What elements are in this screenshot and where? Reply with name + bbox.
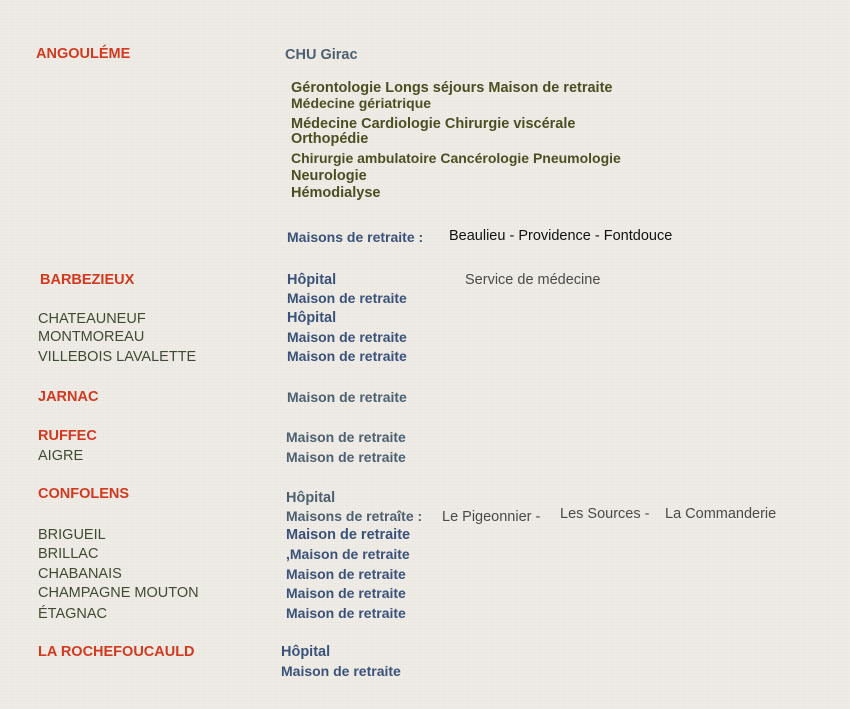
- montmoreau-facility: Maison de retraite: [287, 329, 407, 345]
- angouleme-maisons-list: Beaulieu - Providence - Fontdouce: [449, 228, 673, 244]
- chateauneuf-facility: Hôpital: [287, 310, 337, 326]
- city-chateauneuf: CHATEAUNEUF: [38, 311, 146, 327]
- confolens-hopital: Hôpital: [286, 490, 336, 506]
- city-aigre: AIGRE: [38, 448, 84, 464]
- chabanais-facility: Maison de retraite: [286, 566, 406, 582]
- confolens-home-commanderie: La Commanderie: [665, 506, 777, 522]
- confolens-home-sources: Les Sources -: [560, 506, 650, 522]
- city-etagnac: ÉTAGNAC: [38, 606, 108, 622]
- city-chabanais: CHABANAIS: [38, 566, 122, 582]
- city-la-rochefoucauld: LA ROCHEFOUCAULD: [38, 644, 195, 660]
- champagne-facility: Maison de retraite: [286, 585, 406, 601]
- aigre-facility: Maison de retraite: [286, 449, 406, 465]
- brigueil-facility: Maison de retraite: [286, 527, 411, 543]
- service-chirurgie-ambulatoire: Chirurgie ambulatoire Cancérologie Pneumologie: [291, 150, 621, 166]
- city-brigueil: BRIGUEIL: [38, 527, 106, 543]
- service-gerontologie: Gérontologie Longs séjours Maison de retraite: [291, 80, 613, 96]
- jarnac-facility: Maison de retraite: [287, 389, 407, 405]
- barbezieux-service: Service de médecine: [465, 272, 601, 288]
- service-neurologie: Neurologie: [291, 168, 367, 184]
- confolens-home-pigeonnier: Le Pigeonnier -: [442, 509, 541, 525]
- angouleme-maisons-label: Maisons de retraite :: [287, 229, 424, 245]
- chu-girac: CHU Girac: [285, 47, 358, 63]
- brillac-facility: ,Maison de retraite: [286, 546, 410, 562]
- city-brillac: BRILLAC: [38, 546, 99, 562]
- etagnac-facility: Maison de retraite: [286, 605, 406, 621]
- confolens-maisons-label: Maisons de retraîte :: [286, 508, 423, 524]
- larochefoucauld-maison: Maison de retraite: [281, 663, 401, 679]
- service-medecine-geriatrique: Médecine gériatrique: [291, 95, 432, 111]
- larochefoucauld-hopital: Hôpital: [281, 644, 331, 660]
- city-villebois: VILLEBOIS LAVALETTE: [38, 349, 197, 365]
- city-angouleme: ANGOULÉME: [36, 46, 131, 62]
- city-ruffec: RUFFEC: [38, 428, 97, 444]
- villebois-facility: Maison de retraite: [287, 348, 407, 364]
- city-confolens: CONFOLENS: [38, 486, 130, 502]
- barbezieux-hopital: Hôpital: [287, 272, 337, 288]
- service-medecine-cardiologie: Médecine Cardiologie Chirurgie viscérale: [291, 116, 576, 132]
- city-jarnac: JARNAC: [38, 389, 99, 405]
- barbezieux-maison: Maison de retraite: [287, 290, 407, 306]
- city-champagne-mouton: CHAMPAGNE MOUTON: [38, 585, 199, 601]
- city-montmoreau: MONTMOREAU: [38, 329, 145, 345]
- ruffec-facility: Maison de retraite: [286, 429, 406, 445]
- service-orthopedie: Orthopédie: [291, 131, 369, 147]
- city-barbezieux: BARBEZIEUX: [40, 272, 135, 288]
- service-hemodialyse: Hémodialyse: [291, 185, 381, 201]
